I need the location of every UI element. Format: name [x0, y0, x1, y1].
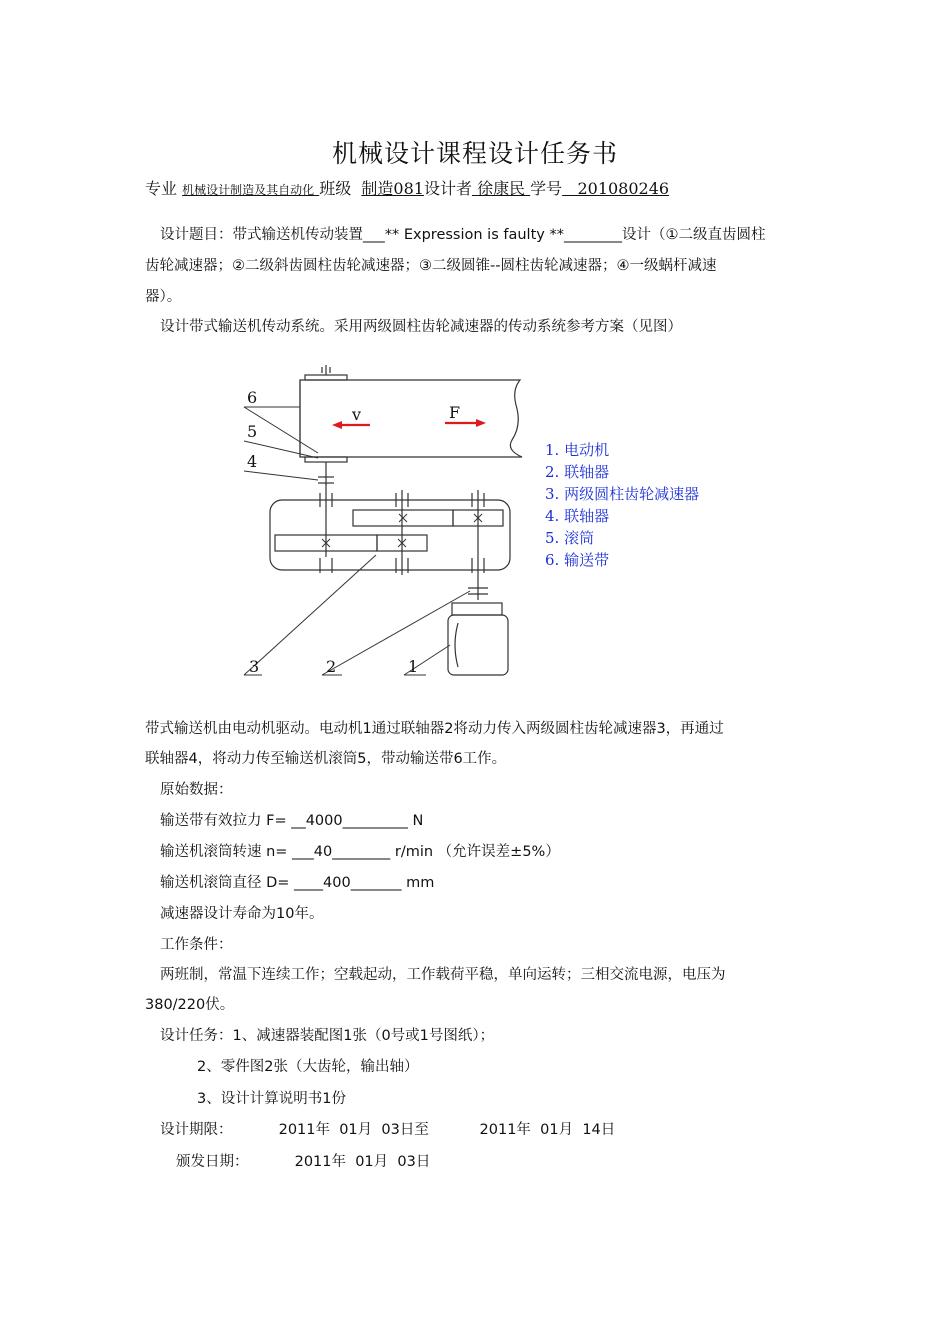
conditions-line-2: 380/220伏。 — [145, 997, 235, 1013]
diameter-spec: 输送机滚筒直径 D= ____400_______ mm — [160, 875, 435, 891]
task-3: 3、设计计算说明书1份 — [197, 1091, 346, 1107]
raw-data-label: 原始数据： — [160, 782, 233, 798]
designer-value: 徐康民 — [477, 179, 526, 198]
speed-spec: 输送机滚筒转速 n= ___40________ r/min （允许误差±5%） — [160, 844, 560, 860]
document-title: 机械设计课程设计任务书 — [331, 139, 618, 168]
legend-item-reducer: 3. 两级圆柱齿轮减速器 — [545, 485, 700, 503]
task-2: 2、零件图2张（大齿轮，输出轴） — [197, 1059, 419, 1075]
force-spec: 输送带有效拉力 F= __4000_________ N — [160, 813, 424, 829]
electric-motor — [448, 615, 508, 675]
class-value: 制造081 — [361, 179, 424, 198]
header-line — [145, 176, 669, 199]
legend-item-coupling-2: 2. 联轴器 — [545, 463, 610, 481]
drum-bottom-bearing — [305, 457, 347, 462]
velocity-arrow — [332, 421, 370, 429]
design-period: 设计期限： 2011年 01月 03日至 2011年 01月 14日 — [160, 1122, 616, 1138]
task-1: 设计任务：1、减速器装配图1张（0号或1号图纸）； — [160, 1028, 495, 1044]
transmission-diagram — [160, 345, 820, 707]
part-number-6: 6 — [247, 388, 258, 407]
part-number-3: 3 — [249, 657, 260, 676]
legend-item-belt: 6. 输送带 — [545, 551, 610, 569]
topic-line-3: 器）。 — [145, 289, 182, 305]
class-label: 班级 — [319, 179, 352, 198]
part-number-4: 4 — [247, 452, 258, 471]
designer-label: 设计者 — [423, 179, 472, 198]
legend-item-coupling-4: 4. 联轴器 — [545, 507, 610, 525]
topic-line-2: 齿轮减速器；②二级斜齿圆柱齿轮减速器；③二级圆锥--圆柱齿轮减速器；④一级蜗杆减速 — [145, 258, 717, 274]
topic-line-1: 设计题目：带式输送机传动装置___** Expression is faulty **________设计（①二级直齿圆柱 — [160, 227, 766, 243]
part-number-2: 2 — [326, 657, 337, 676]
drum-top-bearing — [305, 375, 347, 380]
life-spec: 减速器设计寿命为10年。 — [160, 906, 324, 922]
part-number-5: 5 — [247, 422, 258, 441]
conveyor-belt — [300, 380, 522, 457]
conditions-label: 工作条件： — [160, 937, 233, 953]
velocity-label: v — [352, 405, 362, 424]
description-line-2: 联轴器4，将动力传至输送机滚筒5，带动输送带6工作。 — [145, 751, 507, 767]
id-value: 201080246 — [577, 179, 670, 198]
legend-item-motor: 1. 电动机 — [545, 441, 610, 459]
part-number-1: 1 — [408, 657, 419, 676]
intro-paragraph: 设计带式输送机传动系统。采用两级圆柱齿轮减速器的传动系统参考方案（见图） — [160, 319, 682, 335]
major-label: 专业 — [145, 179, 178, 198]
major-value: 机械设计制造及其自动化 — [182, 183, 315, 197]
motor-flange — [452, 603, 502, 615]
description-line-1: 带式输送机由电动机驱动。电动机1通过联轴器2将动力传入两级圆柱齿轮减速器3，再通过 — [145, 721, 724, 737]
conditions-line-1: 两班制，常温下连续工作；空载起动，工作载荷平稳，单向运转；三相交流电源，电压为 — [160, 967, 726, 983]
force-label: F — [449, 403, 461, 422]
issue-date: 颁发日期： 2011年 01月 03日 — [176, 1154, 431, 1170]
legend-item-drum: 5. 滚筒 — [545, 529, 595, 547]
id-label: 学号 — [530, 179, 563, 198]
